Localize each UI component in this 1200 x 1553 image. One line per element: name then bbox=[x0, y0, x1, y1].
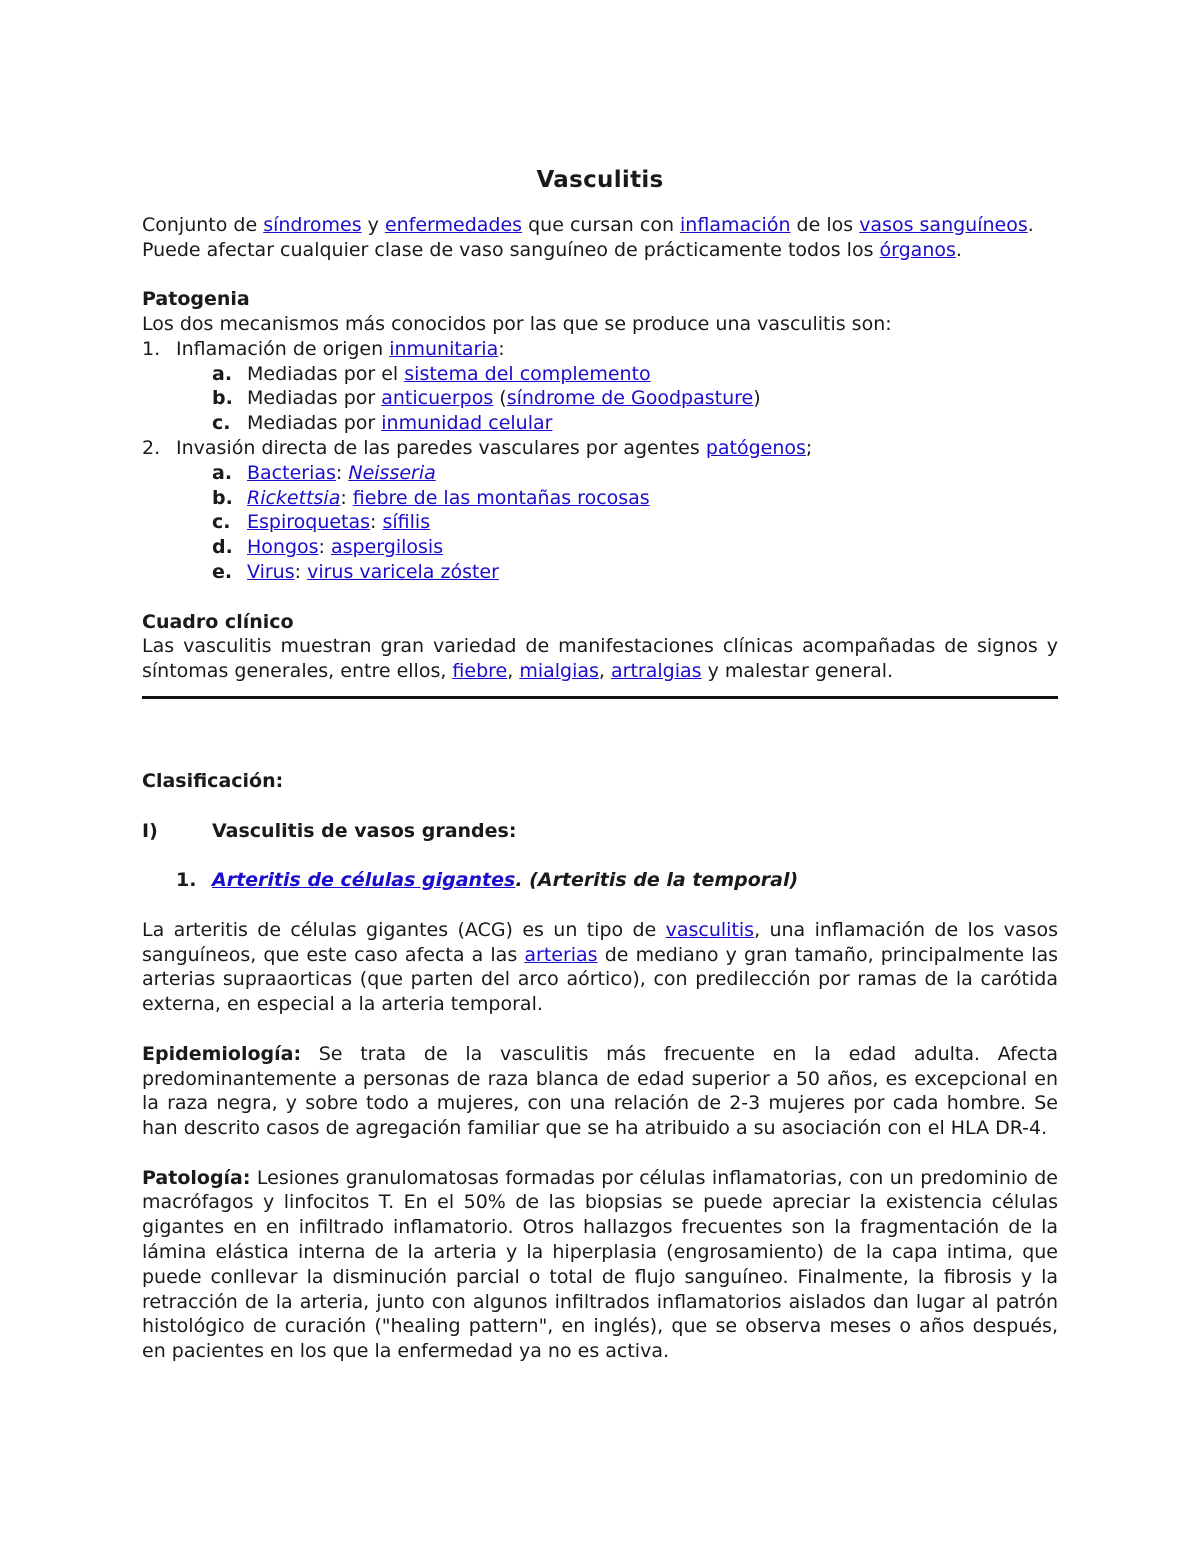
item-number: 1. bbox=[176, 869, 197, 892]
patogenia-item-1 bbox=[142, 337, 1058, 362]
roman-numeral: I) bbox=[142, 819, 158, 842]
link-arterias[interactable]: arterias bbox=[524, 943, 598, 966]
link-sindrome-goodpasture[interactable]: síndrome de Goodpasture bbox=[506, 387, 754, 410]
link-enfermedades[interactable]: enfermedades bbox=[384, 213, 523, 236]
link-sifilis[interactable]: sífilis bbox=[382, 511, 431, 534]
arteritis-heading: 1. Arteritis de células gigantes. (Arteritis de la temporal) bbox=[176, 869, 799, 892]
group-title: Vasculitis de vasos grandes: bbox=[212, 819, 517, 842]
intro-text: Conjunto de bbox=[142, 213, 264, 236]
item-text: Invasión directa de las paredes vasculares por agentes patógenos; bbox=[176, 436, 813, 459]
intro-text: . bbox=[955, 238, 962, 261]
link-virus-varicela-zoster[interactable]: virus varicela zóster bbox=[307, 560, 499, 583]
sub-marker: c. bbox=[212, 412, 231, 435]
sub-item-1c: c. Mediadas por inmunidad celular bbox=[212, 412, 553, 435]
patologia-paragraph: Patología: Lesiones granulomatosas formadas por células inflamatorias, con un predominio de macrófagos y linfocitos T. En el 50% de las biopsias se puede apreciar la existencia células gigantes en en infiltrado inflamatorio. Otros hallazgos frecuentes son la fragmentación de la lámina elástica interna de la arteria y la hiperplasia (engrosamiento) de la capa intima, que puede conllevar la disminución parcial o total de flujo sanguíneo. Finalmente, la fibrosis y la retracción de la arteria, junto con algunos infiltrados inflamatorios aislados dan lugar al patrón histológico de curación ("healing pattern", en inglés), que se observa meses o años después, en pacientes en los que la enfermedad ya no es activa. bbox=[142, 1166, 1058, 1363]
link-organos[interactable]: órganos bbox=[879, 238, 956, 261]
clasificacion-heading: Clasificación: bbox=[142, 769, 284, 792]
link-vasos-sanguineos[interactable]: vasos sanguíneos bbox=[859, 213, 1028, 236]
epidemiologia-paragraph: Epidemiología: Se trata de la vasculitis más frecuente en la edad adulta. Afecta predominantemente a personas de raza blanca de edad superior a 50 años, es excepcional en la raza negra, y sobre todo a mujeres, con una relación de 2-3 mujeres por cada hombre. Se han descrito casos de agregación familiar que se ha atribuido a su asociación con el HLA DR-4. bbox=[142, 1042, 1058, 1140]
patologia-label: Patología: bbox=[142, 1166, 251, 1189]
link-bacterias[interactable]: Bacterias bbox=[247, 461, 336, 484]
sub-marker: a. bbox=[212, 362, 233, 385]
link-neisseria[interactable]: Neisseria bbox=[348, 461, 436, 484]
link-anticuerpos[interactable]: anticuerpos bbox=[381, 387, 494, 410]
sub-marker: a. bbox=[212, 461, 233, 484]
link-artralgias[interactable]: artralgias bbox=[611, 660, 702, 683]
link-fiebre[interactable]: fiebre bbox=[452, 660, 508, 683]
sub-item-1b: b. Mediadas por anticuerpos (síndrome de Goodpasture) bbox=[212, 387, 761, 410]
link-inflamacion[interactable]: inflamación bbox=[680, 213, 791, 236]
sub-item-2e: e. Virus: virus varicela zóster bbox=[212, 560, 499, 583]
intro-text: Puede afectar cualquier clase de vaso sanguíneo de prácticamente todos los bbox=[142, 238, 880, 261]
link-fiebre-montanas-rocosas[interactable]: fiebre de las montañas rocosas bbox=[352, 486, 650, 509]
link-patogenos[interactable]: patógenos bbox=[705, 436, 806, 459]
sub-item-1a: a. Mediadas por el sistema del complemento bbox=[212, 362, 651, 385]
cuadro-heading: Cuadro clínico bbox=[142, 610, 294, 633]
sub-marker: d. bbox=[212, 536, 233, 559]
link-sistema-complemento[interactable]: sistema del complemento bbox=[404, 362, 651, 385]
link-mialgias[interactable]: mialgias bbox=[519, 660, 599, 683]
intro-paragraph bbox=[142, 213, 1058, 263]
link-inmunitaria[interactable]: inmunitaria bbox=[389, 337, 499, 360]
cuadro-paragraph: Las vasculitis muestran gran variedad de manifestaciones clínicas acompañadas de signos y síntomas generales, entre ellos, fiebre, mialgias, artralgias y malestar general. bbox=[142, 635, 1058, 683]
document-page bbox=[142, 168, 1058, 1364]
document-title: Vasculitis bbox=[536, 167, 664, 193]
sub-item-2a: a. Bacterias: Neisseria bbox=[212, 461, 436, 484]
sub-marker: b. bbox=[212, 486, 233, 509]
sub-item-2b: b. Rickettsia: fiebre de las montañas rocosas bbox=[212, 486, 650, 509]
link-sindromes[interactable]: síndromes bbox=[263, 213, 362, 236]
link-vasculitis[interactable]: vasculitis bbox=[665, 918, 755, 941]
link-inmunidad-celular[interactable]: inmunidad celular bbox=[381, 412, 553, 435]
link-espiroquetas[interactable]: Espiroquetas bbox=[247, 511, 371, 534]
link-arteritis-celulas-gigantes[interactable]: Arteritis de células gigantes bbox=[212, 869, 516, 892]
item-text: Inflamación de origen inmunitaria: bbox=[176, 337, 505, 360]
item-number: 1. bbox=[142, 337, 161, 360]
sub-marker: b. bbox=[212, 387, 233, 410]
intro-text: que cursan con bbox=[522, 213, 681, 236]
link-aspergilosis[interactable]: aspergilosis bbox=[331, 536, 444, 559]
intro-text: de los bbox=[790, 213, 860, 236]
link-virus[interactable]: Virus bbox=[247, 560, 295, 583]
sub-marker: e. bbox=[212, 560, 233, 583]
sub-item-2c: c. Espiroquetas: sífilis bbox=[212, 511, 431, 534]
patogenia-item-2 bbox=[142, 436, 1058, 461]
sub-item-2d: d. Hongos: aspergilosis bbox=[212, 536, 444, 559]
link-rickettsia[interactable]: Rickettsia bbox=[247, 486, 341, 509]
patogenia-lead: Los dos mecanismos más conocidos por las que se produce una vasculitis son: bbox=[142, 312, 892, 335]
acg-paragraph: La arteritis de células gigantes (ACG) es un tipo de vasculitis, una inflamación de los vasos sanguíneos, que este caso afecta a las arterias de mediano y gran tamaño, principalmente las arterias supraaorticas (que parten del arco aórtico), con predilección por ramas de la carótida externa, en especial a la arteria temporal. bbox=[142, 918, 1058, 1016]
clasificacion-group-heading bbox=[142, 819, 1058, 844]
link-hongos[interactable]: Hongos bbox=[247, 536, 319, 559]
epidemiologia-label: Epidemiología: bbox=[142, 1042, 302, 1065]
patogenia-heading: Patogenia bbox=[142, 288, 250, 311]
item-number: 2. bbox=[142, 436, 161, 459]
intro-text: y bbox=[361, 213, 385, 236]
sub-marker: c. bbox=[212, 511, 231, 534]
intro-text: . bbox=[1027, 213, 1034, 236]
